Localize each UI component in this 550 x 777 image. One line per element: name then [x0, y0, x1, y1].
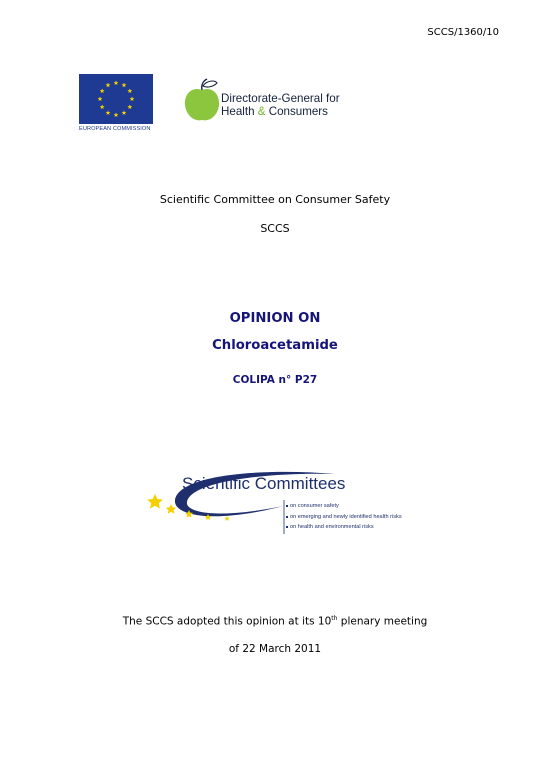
- sc-item: on consumer safety: [286, 501, 402, 512]
- colipa-number: COLIPA n° P27: [232, 374, 318, 386]
- apple-icon: [184, 78, 224, 122]
- adoption-statement: [0, 615, 550, 628]
- document-reference: SCCS/1360/10: [427, 27, 499, 38]
- dg-line2: [221, 105, 340, 118]
- sc-items: [286, 501, 402, 533]
- dg-line1: Directorate-General for: [221, 92, 340, 105]
- sc-title: Scientific Committees: [182, 474, 346, 493]
- committee-name: Scientific Committee on Consumer Safety: [159, 193, 391, 206]
- scientific-committees-logo: [145, 466, 425, 546]
- dg-consumers: Consumers: [265, 105, 328, 118]
- eu-caption: EUROPEAN COMMISSION: [79, 126, 151, 132]
- dg-health-consumers-logo: [184, 78, 354, 130]
- substance-name: Chloroacetamide: [212, 338, 338, 353]
- eu-flag-icon: [79, 74, 153, 124]
- dg-health: Health: [221, 105, 258, 118]
- opinion-heading: OPINION ON: [229, 311, 321, 326]
- adoption-text-end: plenary meeting: [337, 615, 428, 628]
- adoption-text: The SCCS adopted this opinion at its 10: [122, 615, 332, 628]
- european-commission-logo: [79, 74, 153, 132]
- sc-item: on health and environmental risks: [286, 522, 402, 533]
- committee-acronym: SCCS: [260, 222, 290, 235]
- dg-ampersand: &: [257, 105, 266, 118]
- adoption-date: of 22 March 2011: [228, 643, 322, 655]
- dg-name: [221, 92, 340, 118]
- sc-item: on emerging and newly identified health risks: [286, 512, 402, 523]
- ordinal-suffix: th: [331, 615, 338, 622]
